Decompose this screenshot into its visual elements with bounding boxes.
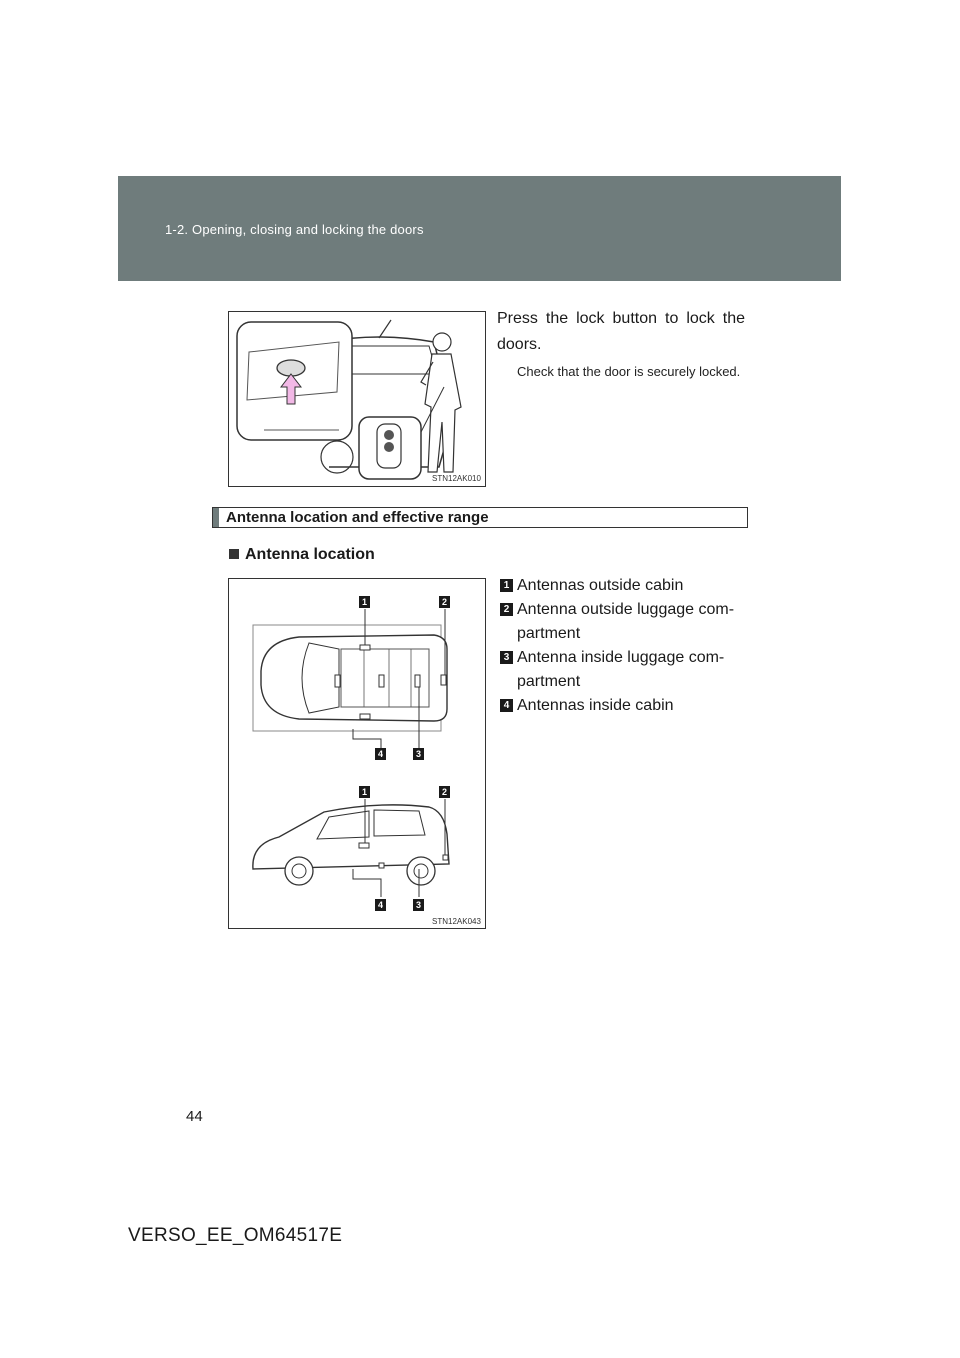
antenna-drawing [229,579,485,928]
legend-number: 2 [500,603,513,616]
antenna-label: 2 [439,786,450,798]
legend-text: Antenna outside luggage com-partment [517,601,735,642]
subheading-text: Antenna location [245,546,375,563]
section-title: Antenna location and effective range [226,509,489,526]
subheading [229,546,375,564]
legend-item [500,574,750,598]
legend-number: 4 [500,699,513,712]
instruction-text: Press the lock button to lock the doors. [497,310,745,353]
header-band [118,176,841,281]
legend-text: Antennas outside cabin [517,577,684,594]
legend-number: 3 [500,651,513,664]
lock-button-illustration [228,311,486,487]
antenna-label: 4 [375,748,386,760]
instruction-note: Check that the door is securely locked. [517,364,741,379]
antenna-label: 2 [439,596,450,608]
legend-text: Antennas inside cabin [517,697,674,714]
antenna-location-diagram [228,578,486,929]
antenna-label: 3 [413,899,424,911]
legend-text: Antenna inside luggage com-partment [517,649,725,690]
antenna-label: 1 [359,786,370,798]
antenna-legend [500,574,750,718]
antenna-label: 3 [413,748,424,760]
legend-number: 1 [500,579,513,592]
legend-item [500,694,750,718]
antenna-label: 1 [359,596,370,608]
lock-button-drawing [229,312,485,486]
square-bullet-icon [229,549,239,559]
section-header-title: 1-2. Opening, closing and locking the doors [165,222,424,237]
document-code: VERSO_EE_OM64517E [128,1225,343,1246]
figure-code: STN12AK043 [432,917,481,926]
legend-item [500,646,750,694]
section-accent [213,508,219,527]
page-number: 44 [186,1108,203,1125]
legend-item [500,598,750,646]
antenna-label: 4 [375,899,386,911]
section-heading-bar [212,507,748,528]
figure-code: STN12AK010 [432,474,481,483]
